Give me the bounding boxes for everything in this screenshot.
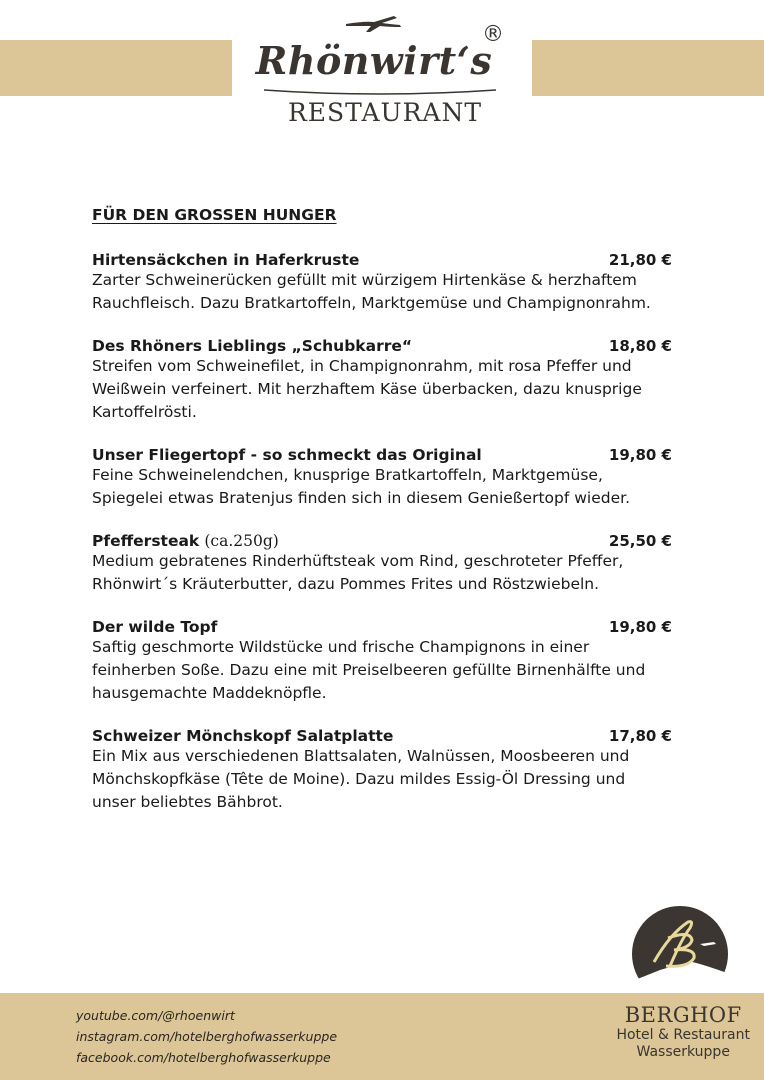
dish-title xyxy=(92,531,279,550)
dish-description: Feine Schweinelendchen, knusprige Bratkartoffeln, Marktgemüse, Spiegelei etwas Bratenjus finden sich in diesem Genießertopf wieder. xyxy=(92,466,631,507)
dish-name: Schweizer Mönchskopf Salatplatte xyxy=(92,727,394,745)
dish-name: Des Rhöners Lieblings „Schubkarre“ xyxy=(92,337,413,355)
menu-item xyxy=(92,250,672,315)
dish-price: 25,50 € xyxy=(608,532,672,550)
berghof-name: BERGHOF xyxy=(624,1003,742,1027)
dish-description: Zarter Schweinerücken gefüllt mit würzigem Hirtenkäse & herzhaftem Rauchfleisch. Dazu Bratkartoffeln, Marktgemüse und Champignonrahm. xyxy=(92,271,651,312)
registered-mark: ® xyxy=(482,22,504,47)
dish-price: 18,80 € xyxy=(608,337,672,355)
menu-item-header xyxy=(92,445,672,464)
dish-name: Hirtensäckchen in Haferkruste xyxy=(92,251,360,269)
menu-item-header xyxy=(92,726,672,745)
berghof-brand xyxy=(616,1003,750,1061)
berghof-location: Wasserkuppe xyxy=(636,1044,730,1060)
logo-name: Rhönwirt‘s xyxy=(255,38,493,83)
menu-item xyxy=(92,617,672,705)
menu-item-header xyxy=(92,531,672,550)
section-title: FÜR DEN GROSSEN HUNGER xyxy=(92,206,337,224)
instagram-link[interactable]: instagram.com/hotelberghofwasserkuppe xyxy=(76,1029,338,1044)
dish-description: Ein Mix aus verschiedenen Blattsalaten, Walnüssen, Moosbeeren und Mönchskopfkäse (Tête de Moine). Dazu mildes Essig-Öl Dressing und unser beliebtes Bähbrot. xyxy=(92,747,630,811)
dish-title xyxy=(92,445,482,464)
dish-name: Der wilde Topf xyxy=(92,618,218,636)
logo-swoosh xyxy=(260,86,500,98)
menu-item xyxy=(92,336,672,424)
dish-name: Unser Fliegertopf - so schmeckt das Original xyxy=(92,446,482,464)
berghof-tagline: Hotel & Restaurant xyxy=(616,1027,750,1043)
dish-price: 17,80 € xyxy=(608,727,672,745)
glider-icon xyxy=(344,12,404,34)
header-band-right xyxy=(532,40,764,96)
header-band-left xyxy=(0,40,232,96)
dish-title xyxy=(92,250,359,269)
dish-price: 21,80 € xyxy=(608,251,672,269)
dish-price: 19,80 € xyxy=(608,446,672,464)
dish-description: Medium gebratenes Rinderhüftsteak vom Rind, geschroteter Pfeffer, Rhönwirt´s Kräuterbutter, dazu Pommes Frites und Röstzwiebeln. xyxy=(92,552,624,593)
menu-item-header xyxy=(92,250,672,269)
berghof-emblem-icon xyxy=(630,904,730,982)
logo-subtitle: RESTAURANT xyxy=(287,98,483,127)
menu-item xyxy=(92,445,672,510)
dish-weight-note: (ca.250g) xyxy=(204,532,279,550)
menu-item xyxy=(92,531,672,596)
menu-list xyxy=(92,250,672,835)
dish-title xyxy=(92,726,393,745)
menu-item-header xyxy=(92,617,672,636)
dish-title xyxy=(92,617,217,636)
dish-description: Saftig geschmorte Wildstücke und frische Champignons in einer feinherben Soße. Dazu eine mit Preiselbeeren gefüllte Birnenhälfte und hausgemachte Maddeknöpfle. xyxy=(92,638,646,702)
dish-price: 19,80 € xyxy=(608,618,672,636)
footer-band xyxy=(0,993,764,1080)
menu-item-header xyxy=(92,336,672,355)
dish-description: Streifen vom Schweinefilet, in Champignonrahm, mit rosa Pfeffer und Weißwein verfeinert. Mit herzhaftem Käse überbacken, dazu knusprige Kartoffelrösti. xyxy=(92,357,642,421)
menu-item xyxy=(92,726,672,814)
dish-name: Pfeffersteak xyxy=(92,532,200,550)
youtube-link[interactable]: youtube.com/@rhoenwirt xyxy=(76,1008,235,1023)
social-links xyxy=(76,1005,337,1068)
restaurant-logo xyxy=(232,0,532,140)
dish-title xyxy=(92,336,412,355)
facebook-link[interactable]: facebook.com/hotelberghofwasserkuppe xyxy=(76,1050,331,1065)
